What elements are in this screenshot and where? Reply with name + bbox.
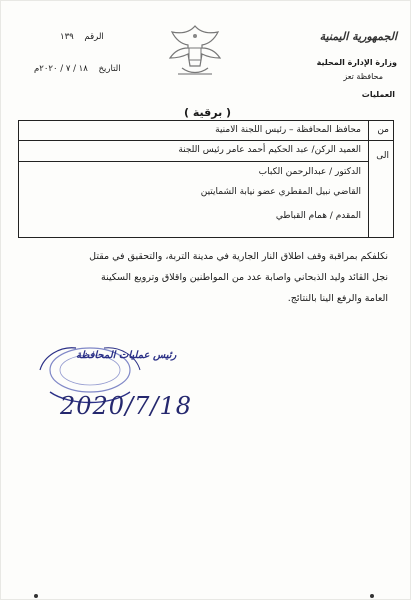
ministry-name: وزارة الإدارة المحلية [316,58,397,67]
yemen-eagle-emblem-icon [160,18,230,88]
document-date [34,64,121,74]
governorate-name: محافظة تعز [343,72,383,81]
page-dot [370,594,374,598]
message-body [20,246,388,309]
body-line: نكلفكم بمراقبة وقف اطلاق النار الجارية في مدينة التربة، والتحقيق في مقتل [89,251,388,262]
reference-number [60,32,104,42]
from-value: محافظ المحافظة – رئيس اللجنة الامنية [215,125,361,135]
date-label: التاريخ [98,64,121,74]
republic-title: الجمهورية اليمنية [319,30,397,43]
reference-value: ١٣٩ [60,32,74,42]
address-box [18,120,394,238]
recipient-3: القاضي نبيل المقطري عضو نيابة الشمايتين [200,187,361,197]
to-label: الى [376,151,389,161]
telegram-label: ( برقية ) [184,106,232,119]
recipient-4: المقدم / همام القباطي [275,211,361,221]
recipient-1: العميد الركن/ عبد الحكيم أحمد عامر رئيس اللجنة [178,145,361,155]
reference-label: الرقم [84,32,104,42]
body-line: نجل القائد وليد الذبحاني واصابة عدد من المواطنين واقلاق وترويع السكينة [100,272,388,283]
operations-label: العمليات [361,90,395,99]
page-dot [34,594,38,598]
signatory-title: رئيس عمليات المحافظة [76,350,177,361]
recipient-2: الدكتور / عبدالرحمن الكباب [258,167,361,177]
body-line: العامة والرفع الينا بالنتائج. [287,293,388,304]
date-value: ١٨ / ٧ / ٢٠٢٠م [34,64,88,74]
handwritten-date: 2020/7/18 [60,392,193,420]
from-label: من [377,125,389,135]
